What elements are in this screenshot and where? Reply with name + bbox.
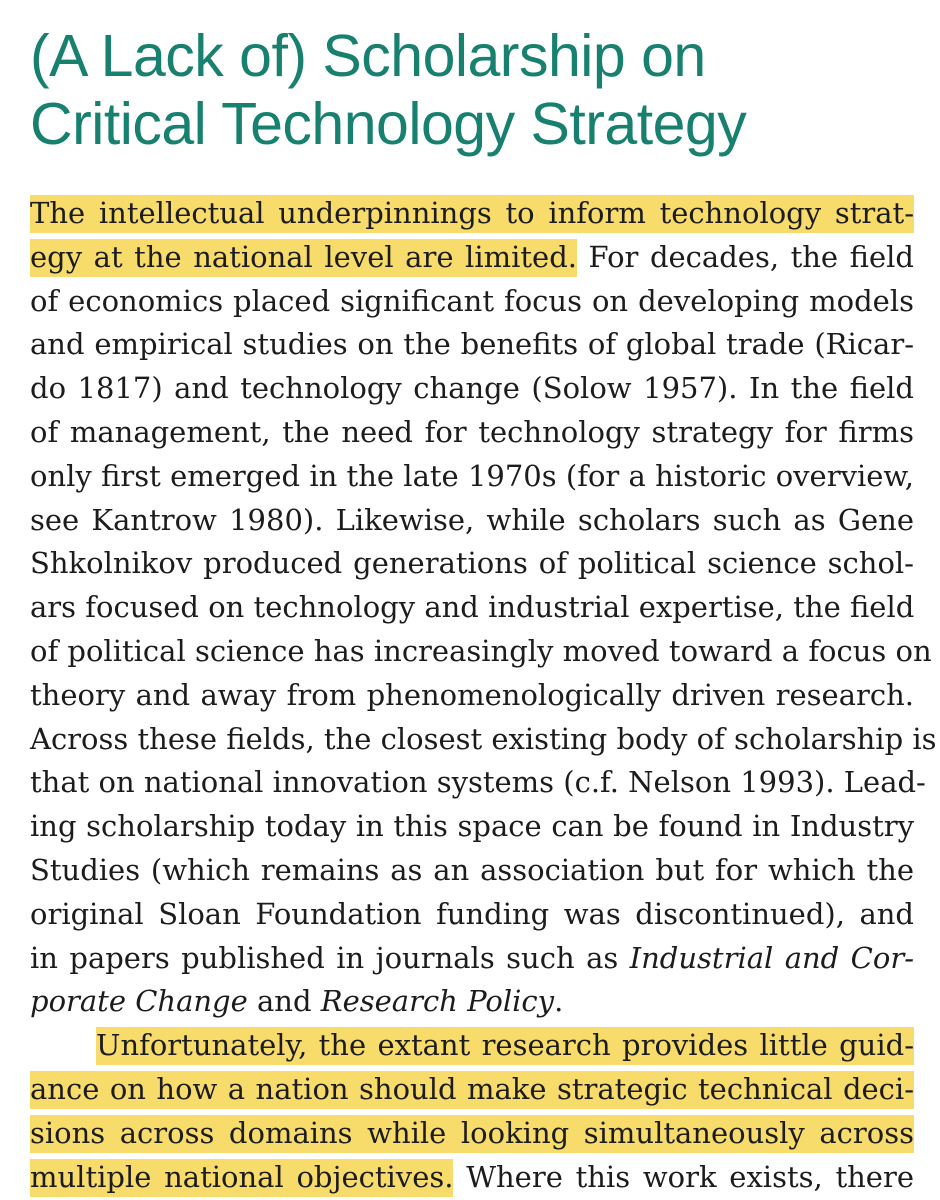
paragraph-1-line: do 1817) and technology change (Solow 1957). In the field (30, 371, 914, 406)
paragraph-1-line: only first emerged in the late 1970s (for a historic overview, (30, 458, 914, 493)
paragraph-1-line: ing scholarship today in this space can be found in Industry (30, 809, 914, 844)
highlighted-text: ance on how a nation should make strategic technical deci- (30, 1071, 914, 1109)
paragraph-1-line: of political science has increasingly moved toward a focus on (30, 633, 932, 668)
paragraph-1-line (30, 236, 914, 280)
paragraph-1-line (30, 980, 914, 1024)
paragraph-1-line (30, 192, 914, 236)
journal-title: Research Policy (320, 984, 555, 1019)
paragraph-1-line: of management, the need for technology strategy for firms (30, 414, 914, 449)
body-text (30, 192, 937, 1199)
paragraph-1-line: theory and away from phenomenologically driven research. (30, 677, 914, 712)
paragraph-1-line (30, 937, 914, 981)
journal-title: porate Change (30, 984, 248, 1019)
paragraph-1-line: ars focused on technology and industrial expertise, the field (30, 590, 915, 625)
paragraph-1-line: of economics placed significant focus on developing models (30, 283, 914, 318)
highlighted-text: multiple national objectives. (30, 1159, 453, 1197)
text-span: Where this work exists, there (453, 1159, 914, 1194)
journal-title: Industrial and Cor- (629, 940, 914, 975)
paragraph-1-line: that on national innovation systems (c.f. Nelson 1993). Lead- (30, 765, 926, 800)
heading-line-1: (A Lack of) Scholarship on (30, 23, 706, 89)
text-span: in papers published in journals such as (30, 940, 630, 975)
paragraph-1-line: Across these fields, the closest existing body of scholarship is (30, 721, 937, 756)
text-span: and (247, 984, 321, 1019)
heading-line-2: Critical Technology Strategy (30, 91, 747, 157)
text-span: . (554, 984, 564, 1019)
paragraph-1-line: original Sloan Foundation funding was discontinued), and (30, 896, 914, 931)
paragraph-1-line: see Kantrow 1980). Likewise, while scholars such as Gene (30, 502, 914, 537)
text-span: For decades, the field (576, 239, 914, 274)
highlighted-text: The intellectual underpinnings to inform technology strat- (30, 195, 914, 233)
highlighted-text: Unfortunately, the extant research provides little guid- (96, 1027, 914, 1065)
paragraph-2-line (30, 1068, 914, 1112)
highlighted-text: egy at the national level are limited. (30, 239, 577, 277)
section-heading (30, 22, 746, 158)
paragraph-1-line: and empirical studies on the benefits of global trade (Ricar- (30, 327, 914, 362)
highlighted-text: sions across domains while looking simultaneously across (30, 1115, 914, 1153)
paragraph-2-line (30, 1112, 914, 1156)
paragraph-2-line (30, 1156, 914, 1200)
paragraph-1-line: Studies (which remains as an association but for which the (30, 852, 914, 887)
paragraph-2-line (30, 1024, 914, 1068)
paragraph-1-line: Shkolnikov produced generations of political science schol- (30, 546, 914, 581)
